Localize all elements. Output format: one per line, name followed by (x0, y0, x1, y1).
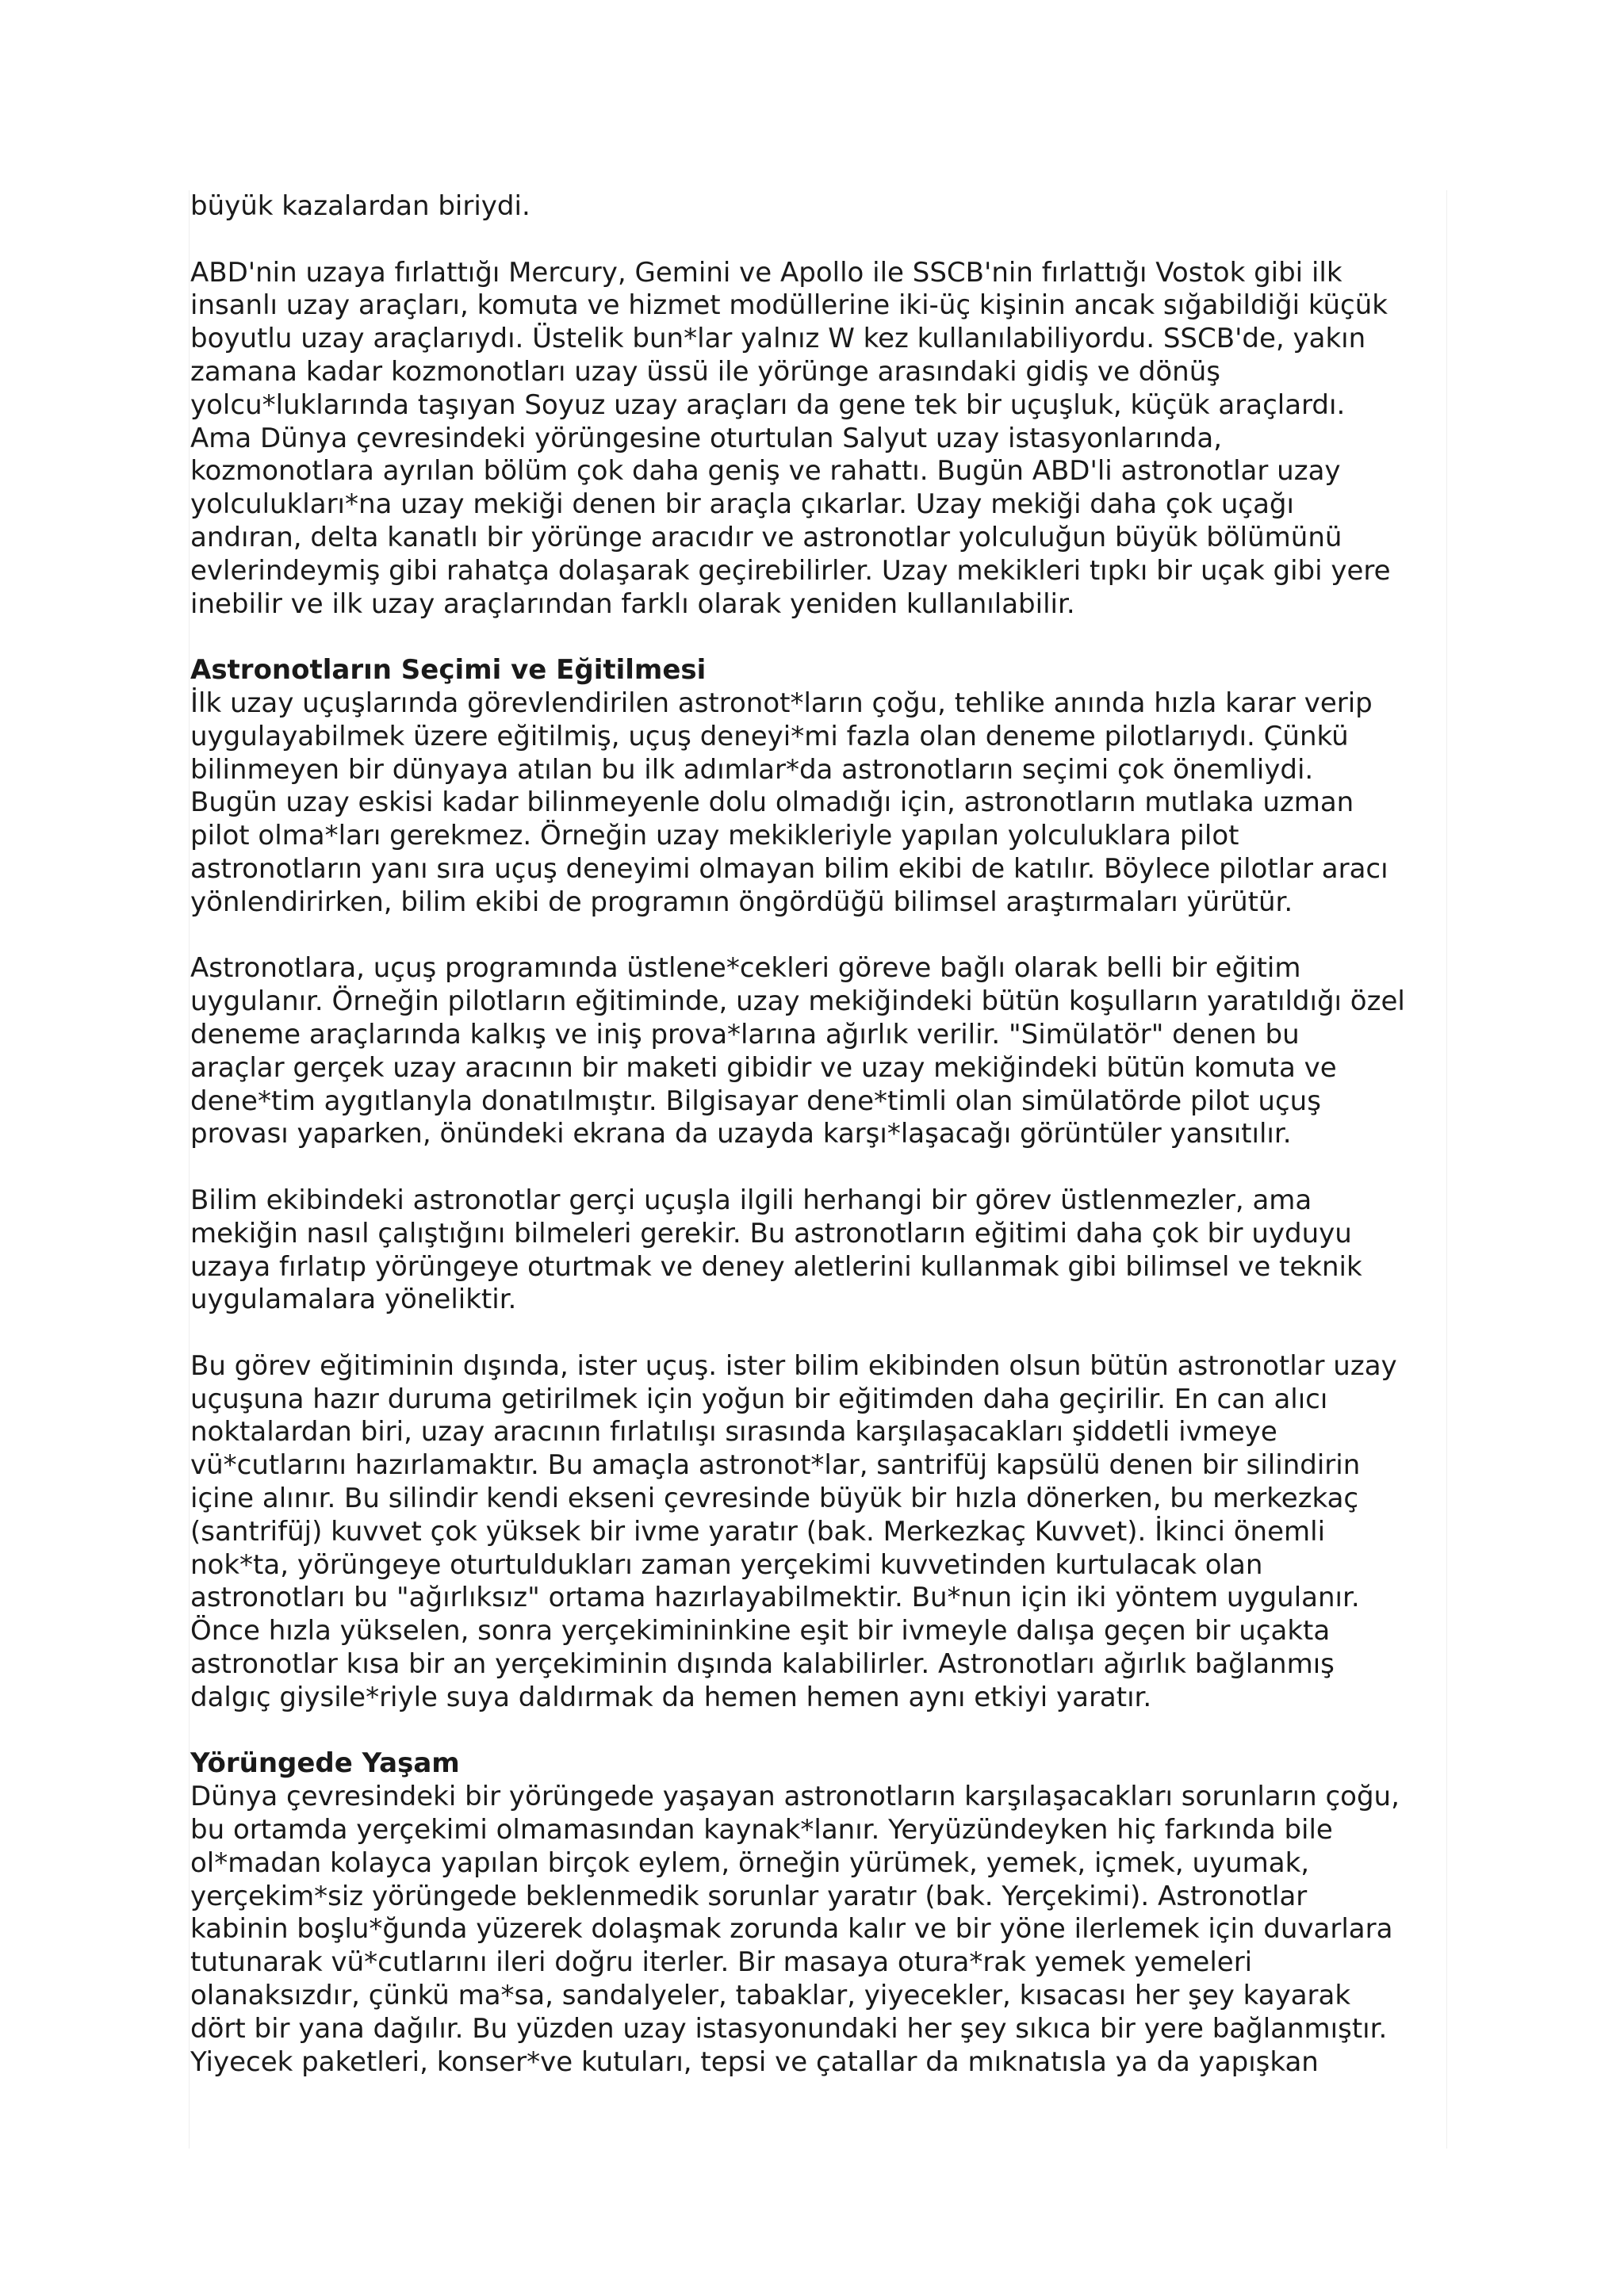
paragraph-gap (190, 224, 1447, 257)
paragraph-selection: İlk uzay uçuşlarında görevlendirilen astronot*ların çoğu, tehlike anında hızla karar verip uygulayabilmek üzere eğitilmiş, uçuş deneyi*mi fazla olan deneme pilotlarıydı. Çünkü bilinmeyen bir dünyaya atılan bu ilk adımlar*da astronotların seçimi çok önemliydi. Bugün uzay eskisi kadar bilinmeyenle dolu olmadığı için, astronotların mutlaka uzman pilot olma*ları gerekmez. Örneğin uzay mekikleriyle yapılan yolculuklara pilot astronotların yanı sıra uçuş deneyimi olmayan bilim ekibi de katılır. Böylece pilotlar aracı yönlendirirken, bilim ekibi de programın öngördüğü bilimsel araştırmaları yürütür. (190, 687, 1388, 918)
paragraph-gap (190, 1151, 1447, 1184)
paragraph-gap (190, 621, 1447, 654)
paragraph-gap (190, 1715, 1447, 1748)
paragraph-physical-training: Bu görev eğitiminin dışında, ister uçuş. ister bilim ekibinden olsun bütün astronotlar uzay uçuşuna hazır duruma getirilmek için yoğun bir eğitimden daha geçirilir. En can alıcı noktalardan biri, uzay aracının fırlatılışı sırasında karşılaşacakları şiddetli ivmeye vü*cutlarını hazırlamaktır. Bu amaçla astronot*lar, santrifüj kapsülü denen bir silindirin içine alınır. Bu silindir kendi ekseni çevresinde büyük bir hızla dönerken, bu merkezkaç (santrifüj) kuvvet çok yüksek bir ivme yaratır (bak. Merkezkaç Kuvvet). İkinci önemli nok*ta, yörüngeye oturtuldukları zaman yerçekimi kuvvetinden kurtulacak olan astronotları bu "ağırlıksız" ortama hazırlayabilmektir. Bu*nun için iki yöntem uygulanır. Önce hızla yükselen, sonra yerçekimininkine eşit bir ivmeyle dalışa geçen bir uçakta astronotlar kısa bir an yerçekiminin dışında kalabilirler. Astronotları ağırlık bağlanmış dalgıç giysile*riyle suya daldırmak da hemen hemen aynı etkiyi yaratır. (190, 1349, 1397, 1713)
paragraph-science-crew: Bilim ekibindeki astronotlar gerçi uçuşla ilgili herhangi bir görev üstlenmezler, ama mekiğin nasıl çalıştığını bilmeleri gerekir. Bu astronotların eğitimi daha çok bir uyduyu uzaya fırlatıp yörüngeye oturtmak ve deney aletlerini kullanmak gibi bilimsel ve teknik uygulamalara yöneliktir. (190, 1184, 1362, 1316)
paragraph-spacecraft: ABD'nin uzaya fırlattığı Mercury, Gemini ve Apollo ile SSCB'nin fırlattığı Vostok gibi ilk insanlı uzay araçları, komuta ve hizmet modüllerine iki-üç kişinin ancak sığabildiği küçük boyutlu uzay araçlarıydı. Üstelik bun*lar yalnız W kez kullanılabiliyordu. SSCB'de, yakın zamana kadar kozmonotları uzay üssü ile yörünge arasındaki gidiş ve dönüş yolcu*luklarında taşıyan Soyuz uzay araçları da gene tek bir uçuşluk, küçük araçlardı. Ama Dünya çevresindeki yörüngesine oturtulan Salyut uzay istasyonlarında, kozmonotlara ayrılan bölüm çok daha geniş ve rahattı. Bugün ABD'li astronotlar uzay yolculukları*na uzay mekiği denen bir araçla çıkarlar. Uzay mekiği daha çok uçağı andıran, delta kanatlı bir yörünge aracıdır ve astronotlar yolculuğun büyük bölümünü evlerindeymiş gibi rahatça dolaşarak geçirebilirler. Uzay mekikleri tıpkı bir uçak gibi yere inebilir ve ilk uzay araçlarından farklı olarak yeniden kullanılabilir. (190, 256, 1391, 620)
heading-astronaut-selection: Astronotların Seçimi ve Eğitilmesi (190, 654, 707, 687)
paragraph-intro-end: büyük kazalardan biriydi. (190, 190, 530, 222)
paragraph-gap (190, 920, 1447, 953)
paragraph-life-in-orbit: Dünya çevresindeki bir yörüngede yaşayan astronotların karşılaşacakları sorunların çoğu, bu ortamda yerçekimi olmamasından kaynak*lanır. Yeryüzündeyken hiç farkında bile ol*madan kolayca yapılan birçok eylem, örneğin yürümek, yemek, içmek, uyumak, yerçekim*siz yörüngede beklenmedik sorunlar yaratır (bak. Yerçekimi). Astronotlar kabinin boşlu*ğunda yüzerek dolaşmak zorunda kalır ve bir yöne ilerlemek için duvarlara tutunarak vü*cutlarını ileri doğru iterler. Bir masaya otura*rak yemek yemeleri olanaksızdır, çünkü ma*sa, sandalyeler, tabaklar, yiyecekler, kısacası her şey kayarak dört bir yana dağılır. Bu yüzden uzay istasyonundaki her şey sıkıca bir yere bağlanmıştır. Yiyecek paketleri, konser*ve kutuları, tepsi ve çatallar da mıknatısla ya da yapışkan (190, 1781, 1400, 2078)
left-margin-rule (189, 190, 190, 2149)
document-body (190, 190, 1447, 2149)
heading-life-in-orbit: Yörüngede Yaşam (190, 1747, 460, 1780)
paragraph-gap (190, 1317, 1447, 1350)
paragraph-training-program: Astronotlara, uçuş programında üstlene*cekleri göreve bağlı olarak belli bir eğitim uygulanır. Örneğin pilotların eğitiminde, uzay mekiğindeki bütün koşulların yaratıldığı özel deneme araçlarında kalkış ve iniş prova*larına ağırlık verilir. "Simülatör" denen bu araçlar gerçek uzay aracının bir maketi gibidir ve uzay mekiğindeki bütün komuta ve dene*tim aygıtlanyla donatılmıştır. Bilgisayar dene*timli olan simülatörde pilot uçuş provası yaparken, önündeki ekrana da uzayda karşı*laşacağı görüntüler yansıtılır. (190, 952, 1405, 1150)
